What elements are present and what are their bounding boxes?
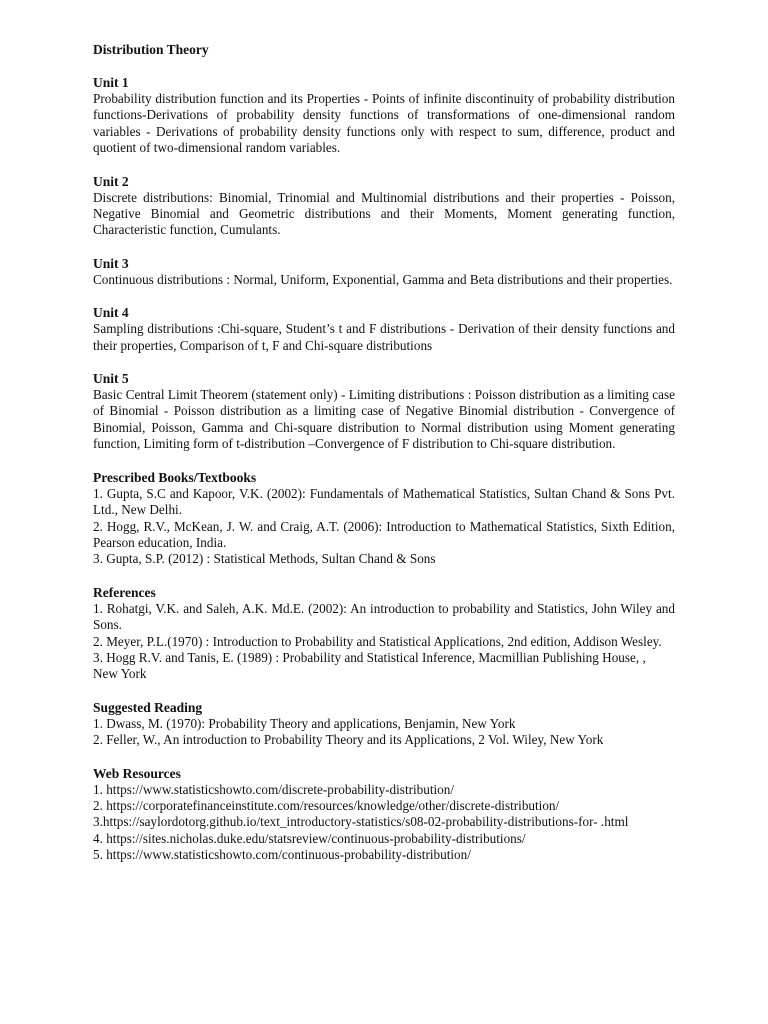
- textbooks-heading: Prescribed Books/Textbooks: [93, 469, 257, 485]
- web-resources-section: [93, 766, 675, 864]
- web-resource-link[interactable]: 3.https://saylordotorg.github.io/text_introductory-statistics/s08-02-probability-distributions-for- .html: [93, 814, 629, 830]
- unit-3-text: Continuous distributions : Normal, Uniform, Exponential, Gamma and Beta distributions and their properties.: [93, 271, 673, 287]
- unit-4-section: [93, 305, 675, 354]
- list-item: 2. Hogg, R.V., McKean, J. W. and Craig, A.T. (2006): Introduction to Mathematical Statistics, Sixth Edition, Pearson education, India.: [93, 518, 675, 550]
- unit-2-heading: Unit 2: [93, 173, 129, 189]
- suggested-reading-heading: Suggested Reading: [93, 699, 203, 715]
- unit-5-text: Basic Central Limit Theorem (statement only) - Limiting distributions : Poisson distribution as a limiting case of Binomial - Poisson distribution as a limiting case of Negative Binomial distribution - Convergence of Binomial, Poisson, Gamma and Chi-square distribution to Normal distribution using Moment generating function, Limiting form of t-distribution –Convergence of F distribution to Chi-square distribution.: [93, 387, 675, 452]
- web-resource-link[interactable]: 4. https://sites.nicholas.duke.edu/statsreview/continuous-probability-distributions/: [93, 830, 526, 846]
- list-item: New York: [93, 666, 147, 682]
- references-list: [93, 601, 675, 683]
- list-item: 2. Feller, W., An introduction to Probability Theory and its Applications, 2 Vol. Wiley, New York: [93, 732, 604, 748]
- web-resources-list: [93, 782, 675, 864]
- web-resource-link[interactable]: 2. https://corporatefinanceinstitute.com/resources/knowledge/other/discrete-distribution/: [93, 797, 560, 813]
- unit-3-heading: Unit 3: [93, 255, 129, 271]
- unit-3-section: [93, 256, 675, 288]
- unit-1-section: [93, 75, 675, 157]
- unit-5-section: [93, 371, 675, 453]
- list-item: 1. Dwass, M. (1970): Probability Theory and applications, Benjamin, New York: [93, 715, 516, 731]
- list-item: 3. Gupta, S.P. (2012) : Statistical Methods, Sultan Chand & Sons: [93, 551, 436, 567]
- suggested-reading-section: [93, 700, 675, 749]
- references-heading: References: [93, 584, 156, 600]
- list-item: 1. Rohatgi, V.K. and Saleh, A.K. Md.E. (2002): An introduction to probability and Statistics, John Wiley and Sons.: [93, 600, 675, 633]
- unit-4-heading: Unit 4: [93, 305, 129, 321]
- list-item: 2. Meyer, P.L.(1970) : Introduction to Probability and Statistical Applications, 2nd edition, Addison Wesley.: [93, 633, 662, 649]
- suggested-reading-list: [93, 716, 675, 749]
- web-resource-link[interactable]: 1. https://www.statisticshowto.com/discrete-probability-distribution/: [93, 781, 455, 797]
- references-section: [93, 585, 675, 683]
- page-title: Distribution Theory: [93, 42, 209, 57]
- textbooks-list: [93, 486, 675, 568]
- textbooks-section: [93, 470, 675, 568]
- unit-1-text: Probability distribution function and its Properties - Points of infinite discontinuity of probability distribution functions-Derivations of probability density functions of transformations of one-dimensional random variables - Derivations of probability density functions only with respect to sum, difference, product and quotient of two-dimensional random variables.: [93, 91, 675, 156]
- list-item: 3. Hogg R.V. and Tanis, E. (1989) : Probability and Statistical Inference, Macmillian Publishing House, ,: [93, 649, 646, 665]
- list-item: 1. Gupta, S.C and Kapoor, V.K. (2002): Fundamentals of Mathematical Statistics, Sultan Chand & Sons Pvt. Ltd., New Delhi.: [93, 485, 675, 518]
- unit-2-section: [93, 174, 675, 239]
- unit-1-heading: Unit 1: [93, 75, 129, 90]
- unit-2-text: Discrete distributions: Binomial, Trinomial and Multinomial distributions and their properties - Poisson, Negative Binomial and Geometric distributions and their Moments, Moment generating function, Characteristic function, Cumulants.: [93, 189, 675, 238]
- web-resources-heading: Web Resources: [93, 765, 181, 781]
- unit-4-text: Sampling distributions :Chi-square, Student’s t and F distributions - Derivation of their density functions and their properties, Comparison of t, F and Chi-square distributions: [93, 321, 675, 353]
- unit-5-heading: Unit 5: [93, 371, 129, 387]
- web-resource-link[interactable]: 5. https://www.statisticshowto.com/continuous-probability-distribution/: [93, 847, 471, 863]
